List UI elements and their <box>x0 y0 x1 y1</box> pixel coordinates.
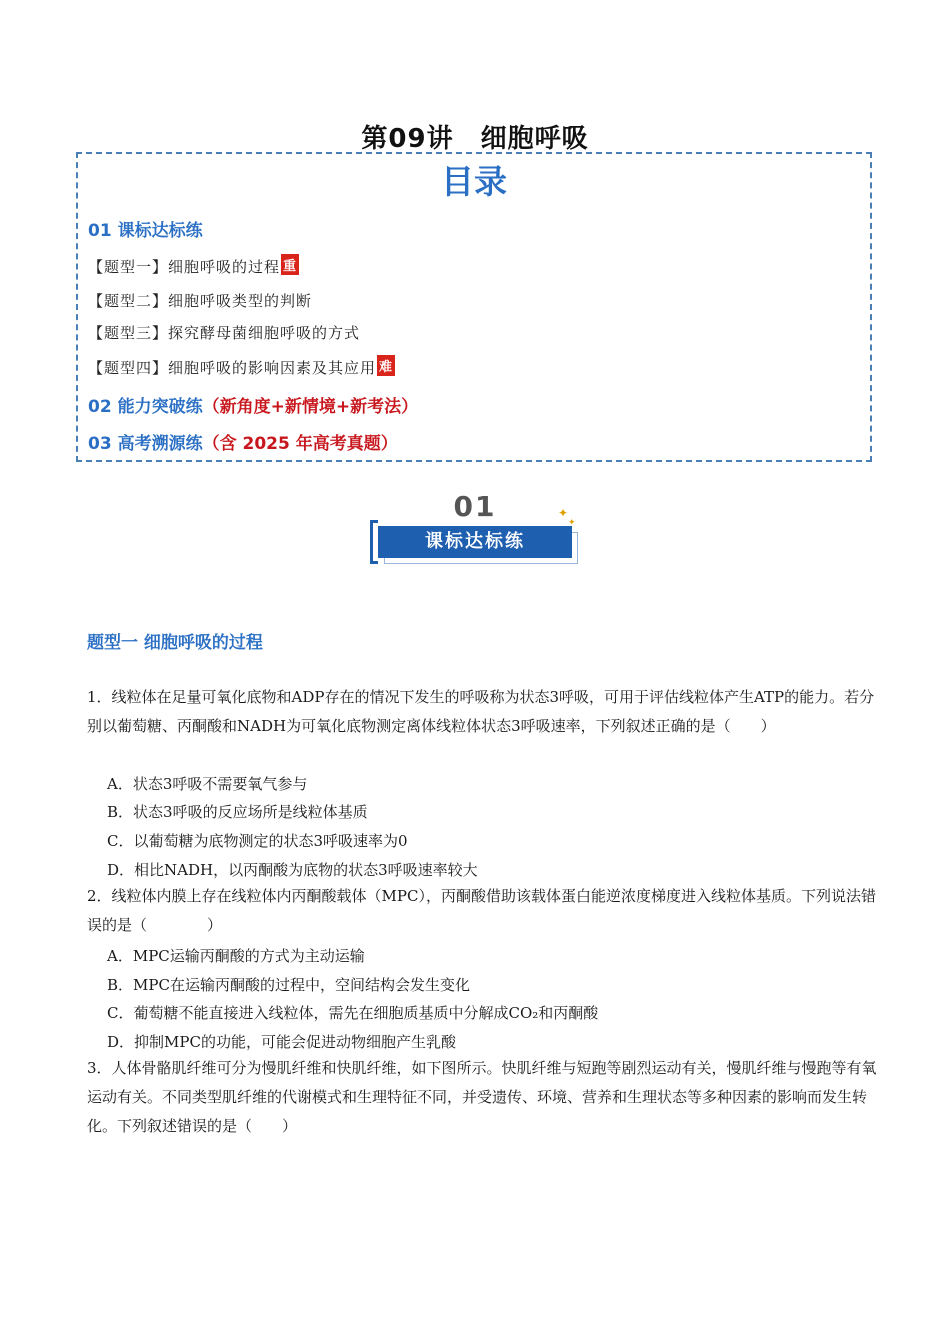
section-banner <box>368 490 582 568</box>
toc-item-label: 【题型二】细胞呼吸类型的判断 <box>88 292 313 310</box>
key-point-badge: 重 <box>281 254 299 275</box>
question-1-stem: 1．线粒体在足量可氧化底物和ADP存在的情况下发生的呼吸称为状态3呼吸，可用于评估线粒体产生ATP的能力。若分别以葡萄糖、丙酮酸和NADH为可氧化底物测定离体线粒体状态3呼吸速率，下列叙述正确的是（ ） <box>87 688 875 735</box>
table-of-contents <box>76 152 872 462</box>
toc-section-1[interactable]: 01 课标达标练 <box>88 221 203 241</box>
toc-item-label: 【题型三】探究酵母菌细胞呼吸的方式 <box>88 324 361 342</box>
question-2-option-b: B．MPC在运输丙酮酸的过程中，空间结构会发生变化 <box>107 976 470 994</box>
toc-item-4[interactable] <box>88 355 395 378</box>
question-1-option-d: D．相比NADH，以丙酮酸为底物的状态3呼吸速率较大 <box>107 861 478 879</box>
toc-item-1[interactable] <box>88 254 299 277</box>
toc-section-3-label: 03 高考溯源练 <box>88 434 203 454</box>
sparkle-icon: ✦ <box>558 506 569 520</box>
question-2-option-c: C．葡萄糖不能直接进入线粒体，需先在细胞质基质中分解成CO₂和丙酮酸 <box>107 1004 599 1022</box>
page-title: 第09讲 细胞呼吸 <box>361 124 589 154</box>
toc-section-2-note: （新角度+新情境+新考法） <box>202 397 419 417</box>
toc-section-2[interactable] <box>88 392 418 417</box>
banner-number: 01 <box>453 490 497 523</box>
question-2-option-d: D．抑制MPC的功能，可能会促进动物细胞产生乳酸 <box>107 1033 456 1051</box>
question-2-option-a: A．MPC运输丙酮酸的方式为主动运输 <box>107 947 365 965</box>
question-1-option-b: B．状态3呼吸的反应场所是线粒体基质 <box>107 803 368 821</box>
toc-section-2-label: 02 能力突破练 <box>88 397 203 417</box>
sparkle-icon: ✦ <box>568 518 576 528</box>
question-2-stem: 2．线粒体内膜上存在线粒体内丙酮酸载体（MPC），丙酮酸借助该载体蛋白能逆浓度梯度进入线粒体基质。下列说法错误的是（ ） <box>87 887 876 934</box>
question-1-option-a: A．状态3呼吸不需要氧气参与 <box>107 775 308 793</box>
section-title: 题型一 细胞呼吸的过程 <box>87 633 263 653</box>
toc-section-3[interactable] <box>88 429 398 454</box>
banner-bracket <box>370 520 378 564</box>
toc-item-label: 【题型一】细胞呼吸的过程 <box>88 258 281 276</box>
toc-item-3[interactable] <box>88 322 360 343</box>
toc-heading: 目录 <box>441 162 507 201</box>
difficult-badge: 难 <box>377 355 395 376</box>
toc-item-label: 【题型四】细胞呼吸的影响因素及其应用 <box>88 359 377 377</box>
toc-item-2[interactable] <box>88 290 312 311</box>
question-3-stem: 3．人体骨骼肌纤维可分为慢肌纤维和快肌纤维，如下图所示。快肌纤维与短跑等剧烈运动有关，慢肌纤维与慢跑等有氧运动有关。不同类型肌纤维的代谢模式和生理特征不同，并受遗传、环境、营养和生理状态等多种因素的影响而发生转化。下列叙述错误的是（ ） <box>87 1059 877 1135</box>
question-1-option-c: C．以葡萄糖为底物测定的状态3呼吸速率为0 <box>107 832 408 850</box>
toc-section-3-note: （含 2025 年高考真题） <box>202 434 398 454</box>
banner-label: 课标达标练 <box>425 531 525 552</box>
